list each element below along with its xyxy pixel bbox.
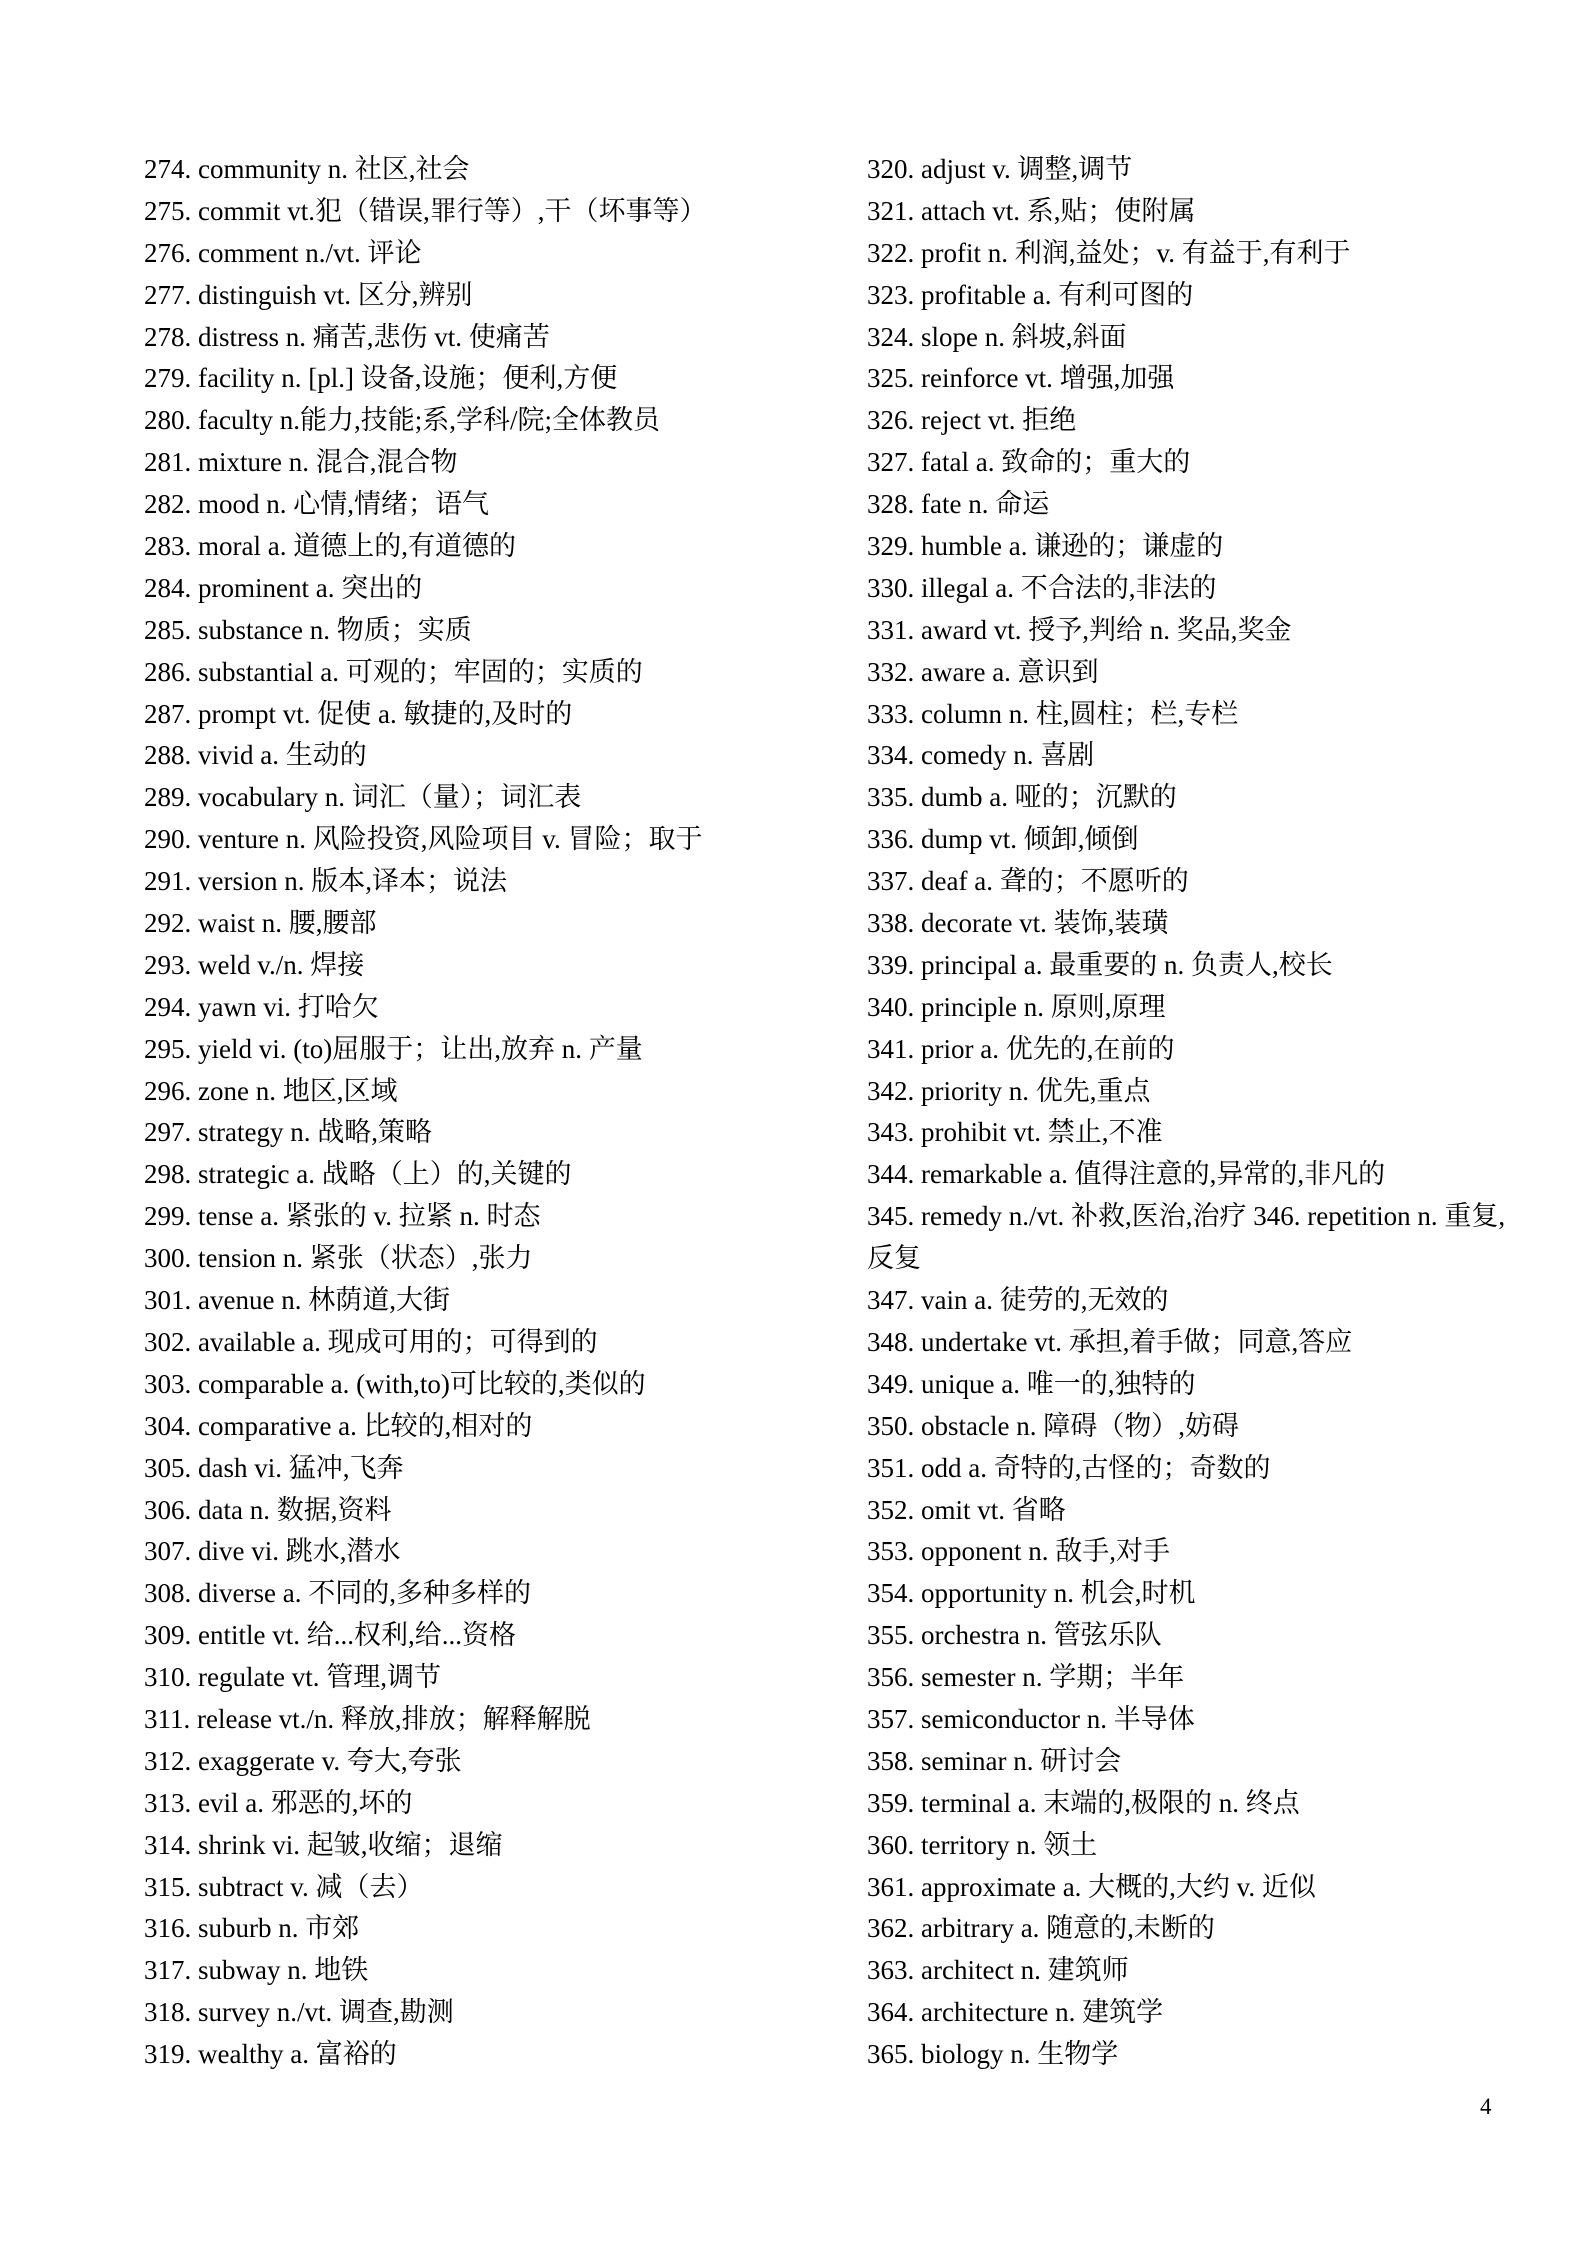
vocab-entry: 365. biology n. 生物学 bbox=[867, 2039, 1119, 2070]
vocab-entry: 332. aware a. 意识到 bbox=[867, 656, 1099, 687]
vocab-entry: 335. dumb a. 哑的；沉默的 bbox=[867, 782, 1177, 813]
vocab-entry: 277. distinguish vt. 区分,辨别 bbox=[144, 279, 473, 310]
vocab-entry: 302. available a. 现成可用的；可得到的 bbox=[144, 1326, 598, 1357]
vocab-entry: 297. strategy n. 战略,策略 bbox=[144, 1117, 432, 1148]
vocab-entry: 305. dash vi. 猛冲,飞奔 bbox=[144, 1452, 404, 1483]
vocab-entry: 281. mixture n. 混合,混合物 bbox=[144, 447, 458, 478]
vocab-entry: 349. unique a. 唯一的,独特的 bbox=[867, 1368, 1196, 1399]
vocab-entry: 276. comment n./vt. 评论 bbox=[144, 237, 422, 268]
vocab-entry: 352. omit vt. 省略 bbox=[867, 1494, 1066, 1525]
vocab-entry: 306. data n. 数据,资料 bbox=[144, 1494, 392, 1525]
vocab-entry: 308. diverse a. 不同的,多种多样的 bbox=[144, 1578, 531, 1609]
vocab-entry: 358. seminar n. 研讨会 bbox=[867, 1745, 1122, 1776]
vocab-entry: 288. vivid a. 生动的 bbox=[144, 740, 367, 771]
vocab-entry: 362. arbitrary a. 随意的,未断的 bbox=[867, 1913, 1215, 1944]
vocab-entry: 343. prohibit vt. 禁止,不准 bbox=[867, 1117, 1163, 1148]
vocab-entry: 280. faculty n.能力,技能;系,学科/院;全体教员 bbox=[144, 405, 660, 436]
vocab-entry: 326. reject vt. 拒绝 bbox=[867, 405, 1077, 436]
vocab-entry: 298. strategic a. 战略（上）的,关键的 bbox=[144, 1159, 572, 1190]
vocab-entry: 329. humble a. 谦逊的；谦虚的 bbox=[867, 531, 1224, 562]
vocab-entry: 314. shrink vi. 起皱,收缩；退缩 bbox=[144, 1829, 503, 1860]
vocab-entry: 318. survey n./vt. 调查,勘测 bbox=[144, 1997, 454, 2028]
vocab-entry: 291. version n. 版本,译本；说法 bbox=[144, 866, 507, 897]
right-column bbox=[867, 149, 1507, 2076]
vocab-entry: 331. award vt. 授予,判给 n. 奖品,奖金 bbox=[867, 614, 1292, 645]
vocab-entry: 361. approximate a. 大概的,大约 v. 近似 bbox=[867, 1871, 1316, 1902]
vocab-entry: 355. orchestra n. 管弦乐队 bbox=[867, 1620, 1162, 1651]
vocab-entry: 284. prominent a. 突出的 bbox=[144, 572, 423, 603]
vocab-entry: 340. principle n. 原则,原理 bbox=[867, 991, 1166, 1022]
vocab-entry: 310. regulate vt. 管理,调节 bbox=[144, 1662, 441, 1693]
vocab-entry: 338. decorate vt. 装饰,装璜 bbox=[867, 908, 1169, 939]
vocab-entry: 325. reinforce vt. 增强,加强 bbox=[867, 363, 1175, 394]
left-column bbox=[144, 149, 884, 2076]
vocab-entry: 359. terminal a. 末端的,极限的 n. 终点 bbox=[867, 1787, 1300, 1818]
vocab-entry: 312. exaggerate v. 夸大,夸张 bbox=[144, 1745, 462, 1776]
vocab-entry: 286. substantial a. 可观的；牢固的；实质的 bbox=[144, 656, 643, 687]
vocab-entry: 341. prior a. 优先的,在前的 bbox=[867, 1033, 1175, 1064]
vocab-entry: 345. remedy n./vt. 补救,医治,治疗 346. repetition n. 重复,反复 bbox=[867, 1201, 1506, 1274]
vocab-entry: 295. yield vi. (to)屈服于；让出,放弃 n. 产量 bbox=[144, 1033, 643, 1064]
vocab-entry: 353. opponent n. 敌手,对手 bbox=[867, 1536, 1170, 1567]
vocab-entry: 294. yawn vi. 打哈欠 bbox=[144, 991, 379, 1022]
vocab-entry: 363. architect n. 建筑师 bbox=[867, 1955, 1129, 1986]
vocab-entry: 279. facility n. [pl.] 设备,设施；便利,方便 bbox=[144, 363, 618, 394]
vocab-entry: 285. substance n. 物质；实质 bbox=[144, 614, 472, 645]
vocab-entry: 339. principal a. 最重要的 n. 负责人,校长 bbox=[867, 949, 1333, 980]
vocab-entry: 351. odd a. 奇特的,古怪的；奇数的 bbox=[867, 1452, 1271, 1483]
vocab-entry: 274. community n. 社区,社会 bbox=[144, 154, 470, 184]
vocab-entry: 333. column n. 柱,圆柱；栏,专栏 bbox=[867, 698, 1239, 729]
vocab-entry: 342. priority n. 优先,重点 bbox=[867, 1075, 1151, 1106]
vocab-entry: 293. weld v./n. 焊接 bbox=[144, 949, 365, 980]
vocab-entry: 278. distress n. 痛苦,悲伤 vt. 使痛苦 bbox=[144, 321, 550, 352]
vocab-entry: 283. moral a. 道德上的,有道德的 bbox=[144, 531, 516, 562]
vocab-entry: 303. comparable a. (with,to)可比较的,类似的 bbox=[144, 1368, 646, 1399]
vocab-entry: 307. dive vi. 跳水,潜水 bbox=[144, 1536, 401, 1567]
vocab-entry: 304. comparative a. 比较的,相对的 bbox=[144, 1410, 533, 1441]
vocab-entry: 320. adjust v. 调整,调节 bbox=[867, 154, 1133, 184]
vocab-entry: 356. semester n. 学期；半年 bbox=[867, 1662, 1185, 1693]
vocab-entry: 334. comedy n. 喜剧 bbox=[867, 740, 1095, 771]
vocab-entry: 317. subway n. 地铁 bbox=[144, 1955, 369, 1986]
vocab-entry: 324. slope n. 斜坡,斜面 bbox=[867, 321, 1127, 352]
vocab-entry: 328. fate n. 命运 bbox=[867, 489, 1050, 520]
vocab-entry: 299. tense a. 紧张的 v. 拉紧 n. 时态 bbox=[144, 1201, 541, 1232]
vocab-entry: 364. architecture n. 建筑学 bbox=[867, 1997, 1164, 2028]
vocab-entry: 275. commit vt.犯（错误,罪行等）,干（坏事等） bbox=[144, 195, 707, 226]
vocab-entry: 354. opportunity n. 机会,时机 bbox=[867, 1578, 1196, 1609]
vocab-entry: 337. deaf a. 聋的；不愿听的 bbox=[867, 866, 1189, 897]
vocab-entry: 336. dump vt. 倾卸,倾倒 bbox=[867, 824, 1139, 855]
vocab-entry: 360. territory n. 领土 bbox=[867, 1829, 1098, 1860]
vocab-entry: 289. vocabulary n. 词汇（量）；词汇表 bbox=[144, 782, 582, 813]
vocab-entry: 322. profit n. 利润,益处；v. 有益于,有利于 bbox=[867, 237, 1351, 268]
vocab-entry: 296. zone n. 地区,区域 bbox=[144, 1075, 398, 1106]
vocab-entry: 357. semiconductor n. 半导体 bbox=[867, 1703, 1195, 1734]
vocab-entry: 287. prompt vt. 促使 a. 敏捷的,及时的 bbox=[144, 698, 573, 729]
vocab-entry: 313. evil a. 邪恶的,坏的 bbox=[144, 1787, 413, 1818]
vocab-entry: 311. release vt./n. 释放,排放；解释解脱 bbox=[144, 1703, 591, 1734]
vocab-entry: 315. subtract v. 减（去） bbox=[144, 1871, 424, 1902]
vocab-entry: 344. remarkable a. 值得注意的,异常的,非凡的 bbox=[867, 1159, 1386, 1190]
vocab-entry: 309. entitle vt. 给...权利,给...资格 bbox=[144, 1620, 516, 1651]
vocab-entry: 282. mood n. 心情,情绪；语气 bbox=[144, 489, 490, 520]
vocab-entry: 327. fatal a. 致命的；重大的 bbox=[867, 447, 1191, 478]
vocab-entry: 350. obstacle n. 障碍（物）,妨碍 bbox=[867, 1410, 1239, 1441]
vocab-entry: 330. illegal a. 不合法的,非法的 bbox=[867, 572, 1217, 603]
vocab-entry: 323. profitable a. 有利可图的 bbox=[867, 279, 1194, 310]
page-number: 4 bbox=[1480, 2094, 1492, 2119]
vocab-entry: 321. attach vt. 系,贴；使附属 bbox=[867, 195, 1196, 226]
vocab-entry: 348. undertake vt. 承担,着手做；同意,答应 bbox=[867, 1326, 1353, 1357]
vocab-entry: 290. venture n. 风险投资,风险项目 v. 冒险；取于 bbox=[144, 824, 703, 855]
vocab-entry: 301. avenue n. 林荫道,大街 bbox=[144, 1285, 450, 1316]
vocab-entry: 300. tension n. 紧张（状态）,张力 bbox=[144, 1243, 533, 1274]
vocab-entry: 316. suburb n. 市郊 bbox=[144, 1913, 360, 1944]
vocab-entry: 319. wealthy a. 富裕的 bbox=[144, 2039, 397, 2070]
vocab-entry: 347. vain a. 徒劳的,无效的 bbox=[867, 1285, 1169, 1316]
vocab-entry: 292. waist n. 腰,腰部 bbox=[144, 908, 377, 939]
